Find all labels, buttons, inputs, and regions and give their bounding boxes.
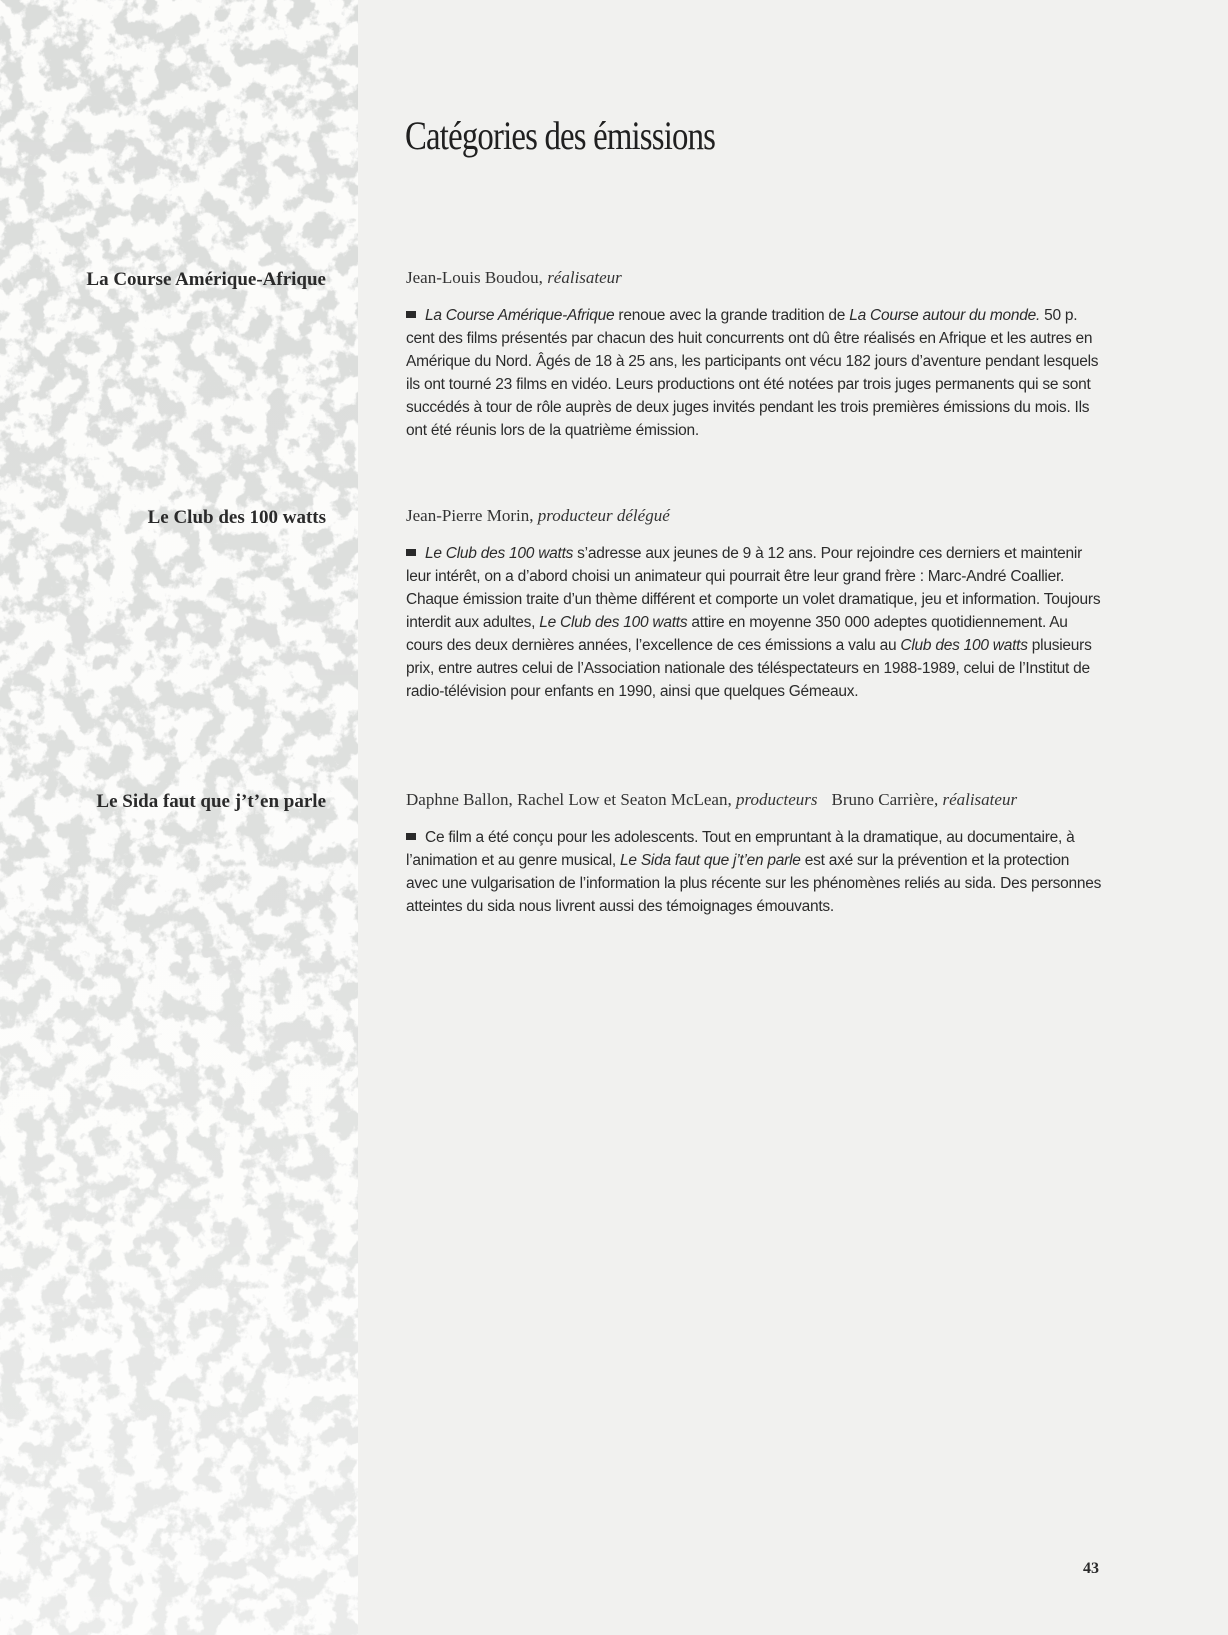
program-description [406,826,1102,918]
textured-side-panel [0,0,358,1635]
program-credits [406,268,1126,288]
stone-texture-graphic [0,0,358,1635]
program-title-reference: Club des 100 watts [900,637,1028,654]
program-title: La Course Amérique-Afrique [86,269,326,290]
credit-role: réalisateur [547,268,622,287]
square-bullet-icon [406,833,416,840]
credit-name: Jean-Pierre Morin, [406,506,538,525]
credit-role: réalisateur [942,790,1018,809]
credit-name: Daphne Ballon, Rachel Low et Seaton McLean, [406,790,736,809]
description-text: renoue avec la grande tradition de [614,307,850,324]
program-title: Le Club des 100 watts [147,507,326,528]
page-title: Catégories des émissions [405,113,716,158]
description-text: Ce film a été conçu pour les adolescents. Tout en empruntant à la dramatique, au documentaire, à l’animation et au genre musical, [406,829,1075,869]
program-title-reference: Le Club des 100 watts [539,614,688,631]
description-text: plusieurs prix, entre autres celui de l’Association nationale des téléspectateurs en 1988-1989, celui de l’Institut de radio-télévision pour enfants en 1990, ainsi que quelques Gémeaux. [406,637,1092,700]
description-text: 50 p. cent des films présentés par chacun des huit concurrents ont dû être réalisés en Afrique et les autres en Amérique du Nord. Âgés de 18 à 25 ans, les participants ont vécu 182 jours d’aventure pendant lesquels ils ont tourné 23 films en vidéo. Leurs productions ont été notées par trois juges permanents qui se sont succédés à tour de rôle auprès de deux juges invités pendant les trois premières émissions du mois. Ils ont été réunis lors de la quatrième émission. [406,307,1099,439]
square-bullet-icon [406,549,416,556]
page-number: 43 [1083,1560,1099,1577]
program-title-reference: Le Sida faut que j’t’en parle [620,852,801,869]
credit-role: producteur délégué [537,506,670,525]
description-text: attire en moyenne 350 000 adeptes quotidiennement. Au cours des deux dernières années, l’excellence de ces émissions a valu au [406,614,1068,654]
program-description [406,542,1102,703]
description-text: s’adresse aux jeunes de 9 à 12 ans. Pour rejoindre ces derniers et maintenir leur intérêt, on a d’abord choisi un animateur qui pourrait être leur grand frère : Marc-André Coallier. Chaque émission traite d’un thème différent et comporte un volet dramatique, jeu et information. Toujours interdit aux adultes, [406,545,1101,631]
program-title: Le Sida faut que j’t’en parle [96,791,326,812]
credit-role: producteurs [735,790,818,809]
square-bullet-icon [406,311,416,318]
credit-name: Bruno Carrière, [831,790,943,809]
program-title-reference: La Course autour du monde. [849,307,1041,324]
program-description [406,304,1102,442]
credit-name: Jean-Louis Boudou, [406,268,548,287]
description-text: est axé sur la prévention et la protection avec une vulgarisation de l’information la plus récente sur les phénomènes reliés au sida. Des personnes atteintes du sida nous livrent aussi des témoignages émouvants. [406,852,1102,915]
program-title-reference: Le Club des 100 watts [425,545,574,562]
program-title-reference: La Course Amérique-Afrique [425,307,615,324]
program-credits [406,790,1126,810]
program-credits [406,506,1126,526]
